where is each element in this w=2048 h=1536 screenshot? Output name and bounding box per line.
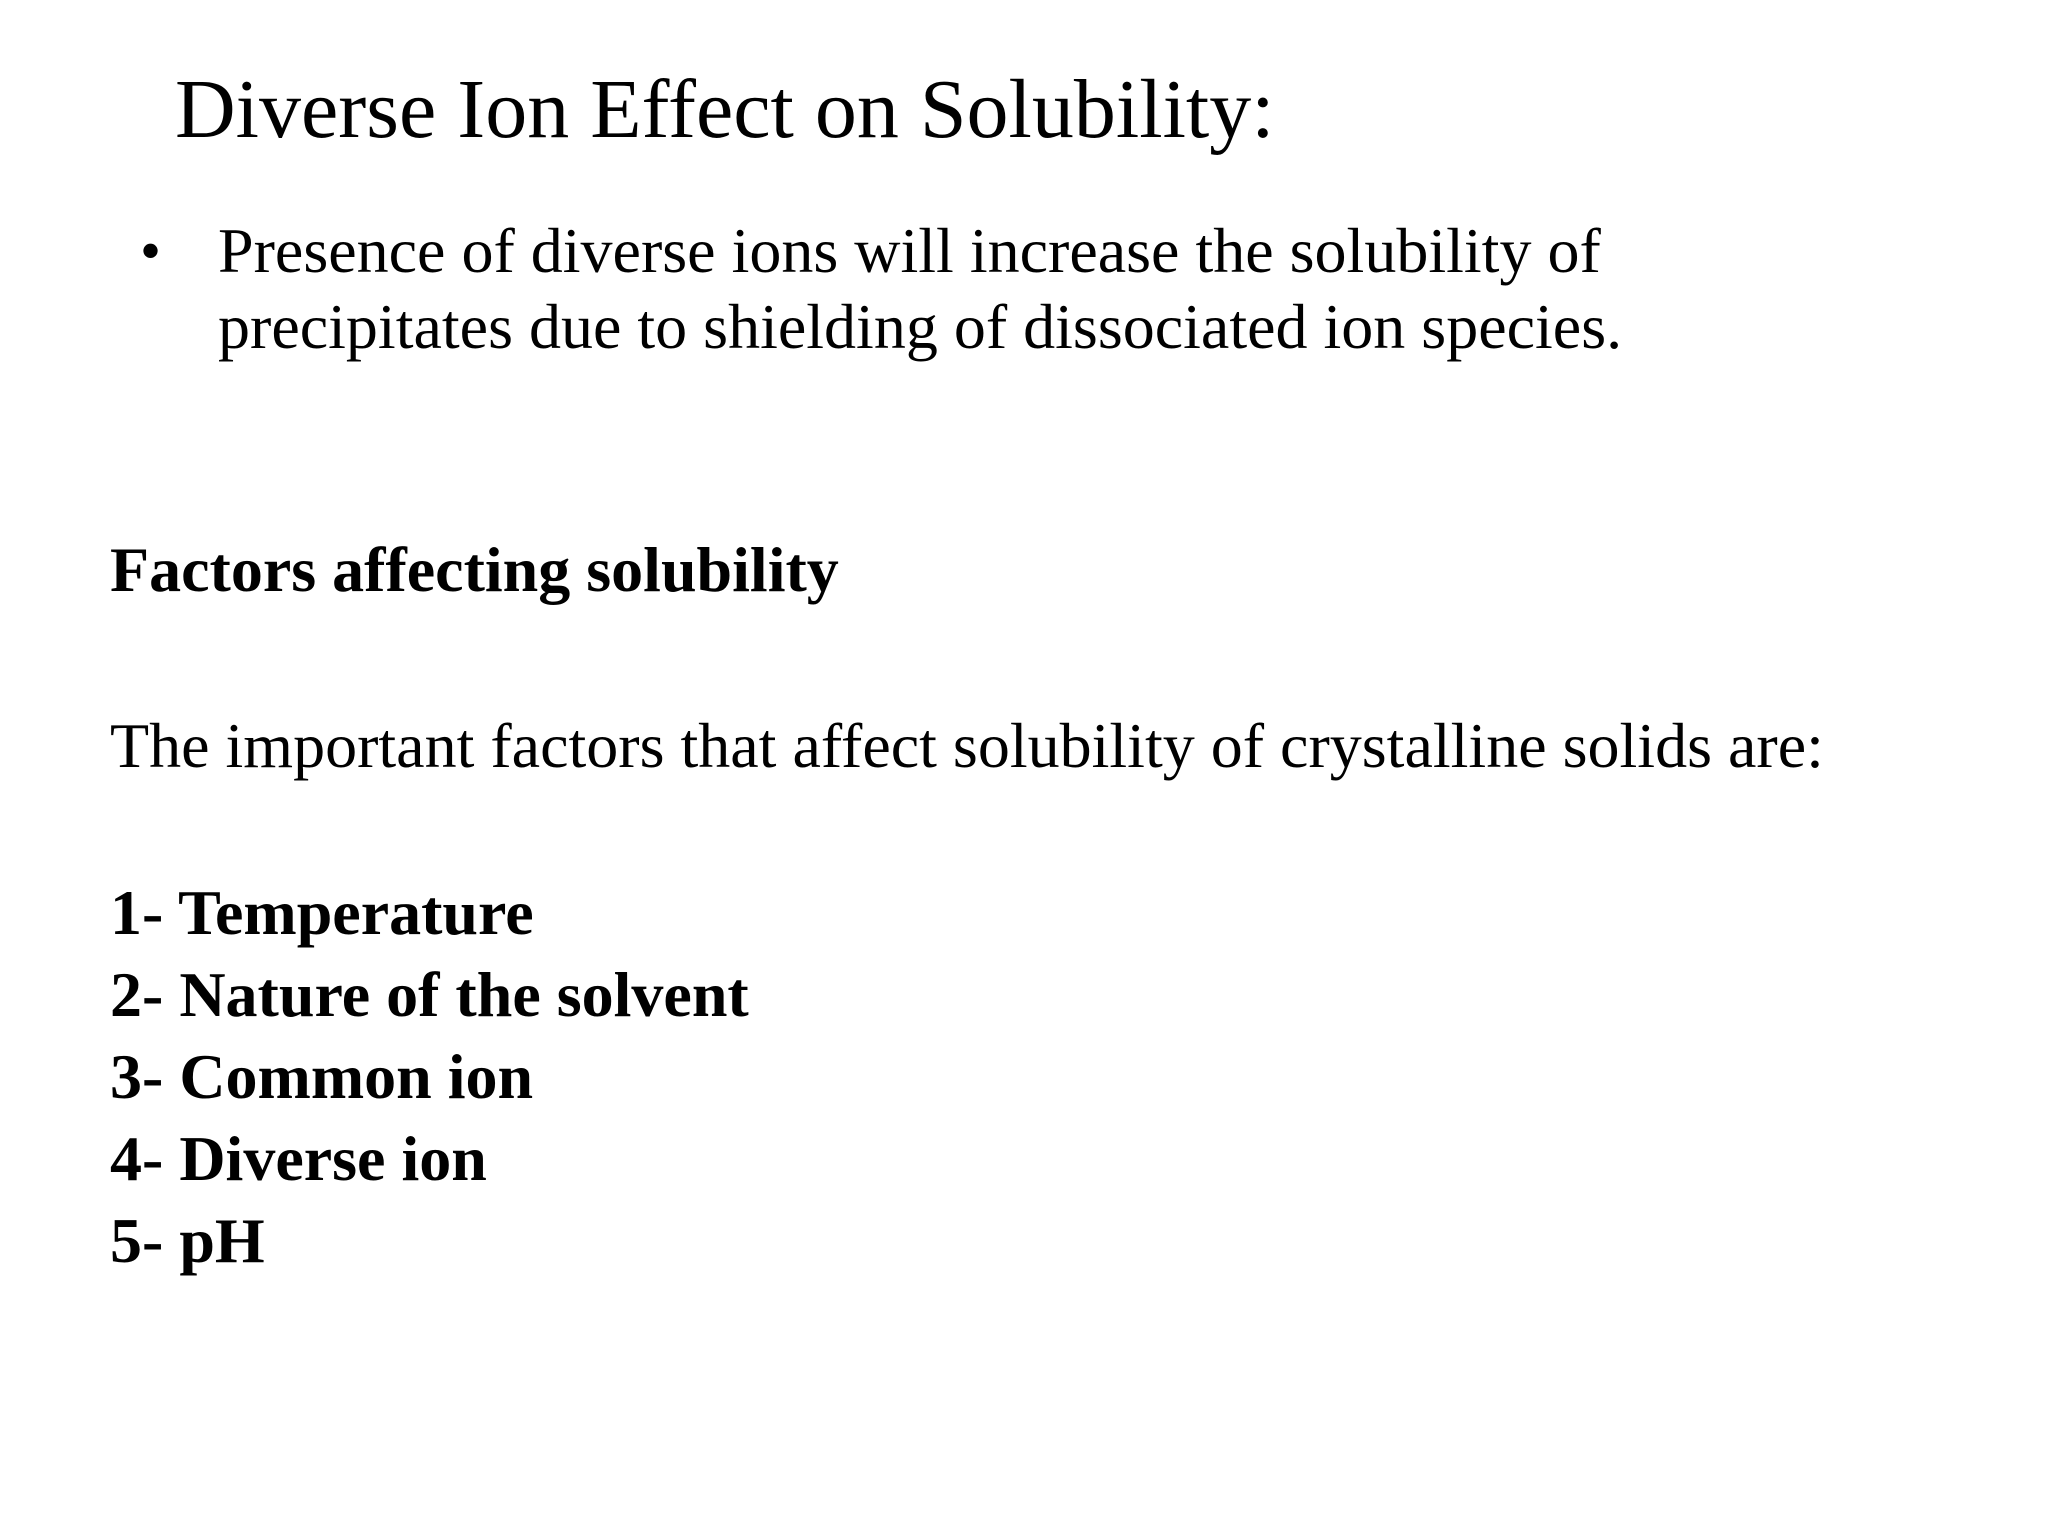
slide-title: Diverse Ion Effect on Solubility: <box>175 63 1275 156</box>
factor-item-diverse-ion: 4- Diverse ion <box>110 1123 487 1194</box>
intro-text: The important factors that affect solubility of crystalline solids are: <box>110 710 1824 781</box>
factor-list <box>110 872 749 1282</box>
bullet-text: Presence of diverse ions will increase the solubility of precipitates due to shielding of dissociated ion species. <box>218 215 1623 362</box>
bullet-marker: • <box>140 218 162 284</box>
factor-item-temperature: 1- Temperature <box>110 877 534 948</box>
factor-item-common-ion: 3- Common ion <box>110 1041 534 1112</box>
factor-item-ph: 5- pH <box>110 1205 265 1276</box>
bullet-item <box>140 213 1780 365</box>
factor-item-solvent: 2- Nature of the solvent <box>110 959 749 1030</box>
section-heading: Factors affecting solubility <box>110 534 839 605</box>
